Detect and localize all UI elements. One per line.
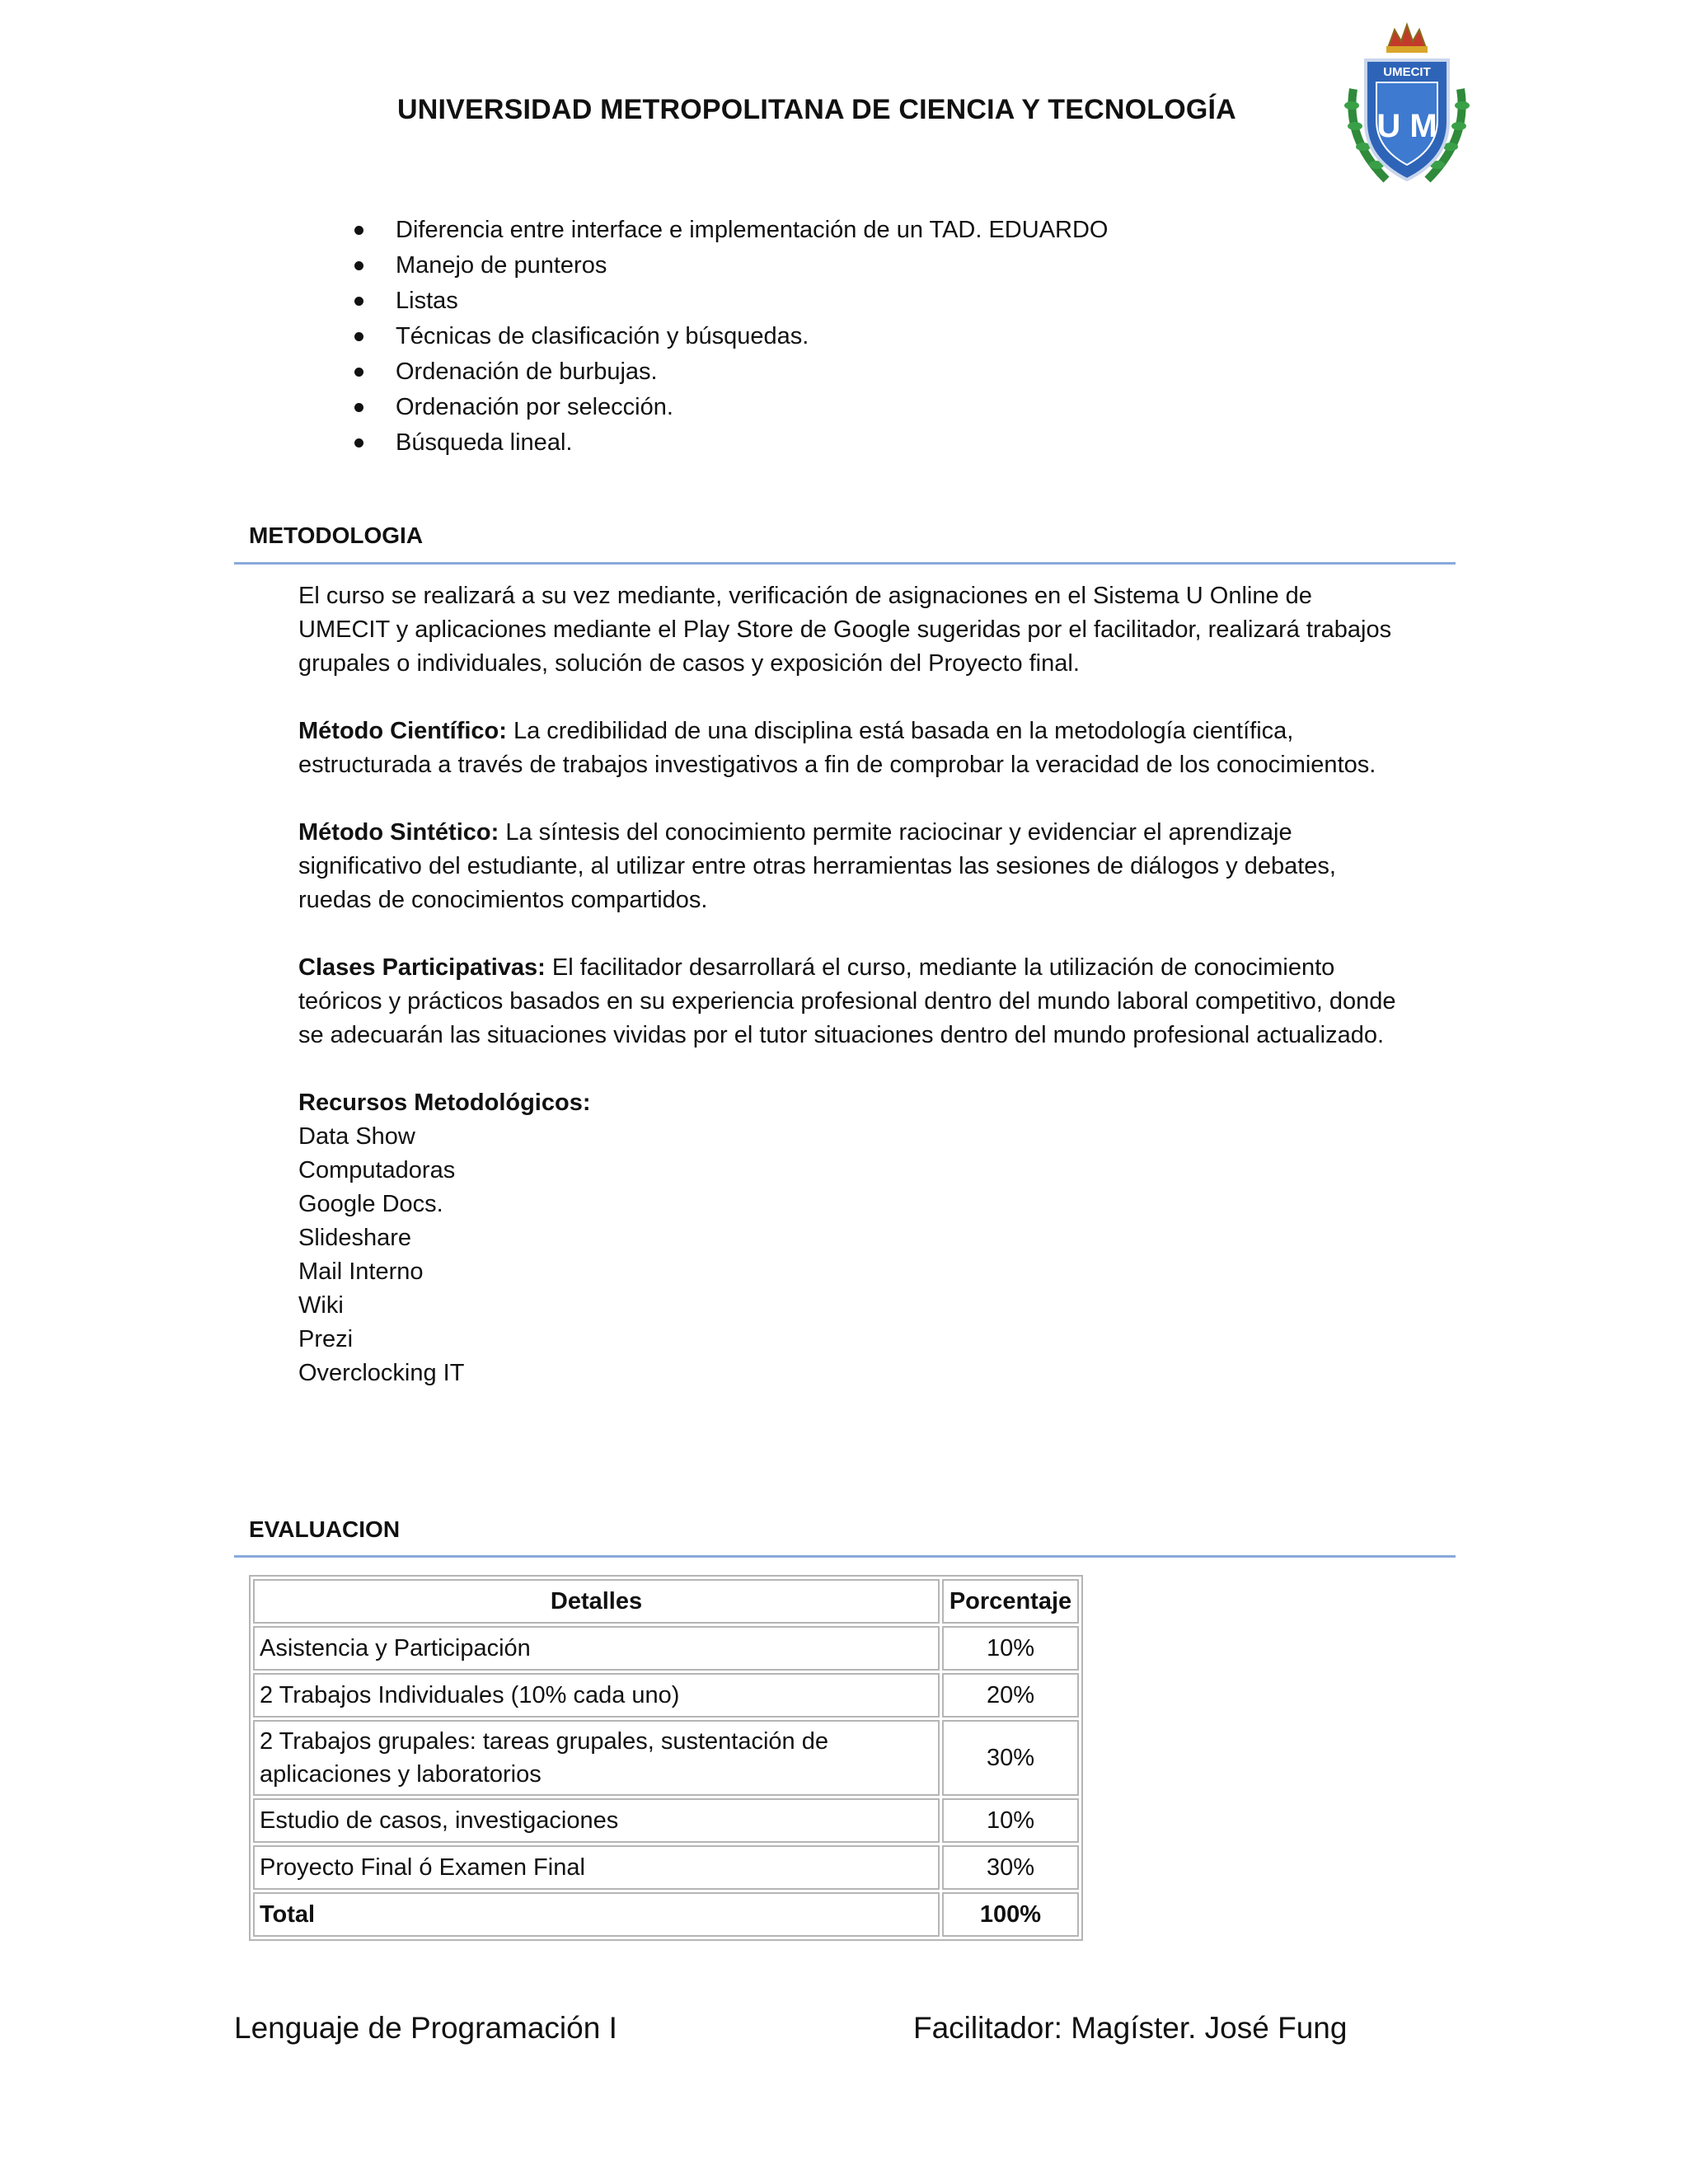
bullet-icon: [354, 261, 363, 270]
table-header-row: [253, 1579, 1079, 1624]
section-divider: [234, 1555, 1456, 1558]
list-item: Slideshare: [298, 1225, 412, 1251]
recursos-heading: Recursos Metodológicos:: [298, 1090, 591, 1116]
percentage-cell: 30%: [942, 1720, 1079, 1796]
bullet-icon: [354, 332, 363, 341]
metodo-sintetico-paragraph: Método Sintético: La síntesis del conocimiento permite raciocinar y evidenciar el aprendizaje significativo del estudiante, al utilizar entre otras herramientas las sesiones de diálogos y debates, ruedas de conocimientos compartidos.: [298, 819, 1336, 913]
table-row: [253, 1673, 1079, 1718]
university-crest-logo: [1337, 15, 1477, 200]
total-value: 100%: [942, 1892, 1079, 1937]
section-divider: [234, 562, 1456, 565]
percentage-cell: 20%: [942, 1673, 1079, 1718]
list-item: Data Show: [298, 1123, 415, 1150]
percentage-cell: 30%: [942, 1845, 1079, 1890]
percentage-cell: 10%: [942, 1626, 1079, 1671]
detail-cell: Proyecto Final ó Examen Final: [253, 1845, 940, 1890]
list-item: Búsqueda lineal.: [354, 425, 1108, 461]
evaluation-table: [249, 1575, 1083, 1941]
detail-cell: Asistencia y Participación: [253, 1626, 940, 1671]
detail-cell: 2 Trabajos Individuales (10% cada uno): [253, 1673, 940, 1718]
metodologia-heading: METODOLOGIA: [249, 523, 424, 548]
column-header-porcentaje: Porcentaje: [942, 1579, 1079, 1624]
list-item: Wiki: [298, 1292, 344, 1319]
bullet-icon: [354, 226, 363, 235]
footer-course-name: Lenguaje de Programación I: [234, 2011, 617, 2045]
list-item: Overclocking IT: [298, 1360, 465, 1386]
detail-cell: Estudio de casos, investigaciones: [253, 1798, 940, 1843]
list-item: Listas: [354, 284, 1108, 319]
footer-facilitator: Facilitador: Magíster. José Fung: [913, 2011, 1348, 2045]
list-item: Manejo de punteros: [354, 248, 1108, 284]
logo-text-top: UMECIT: [1383, 65, 1431, 79]
metodologia-body: [298, 579, 1403, 1390]
evaluacion-heading: EVALUACION: [249, 1516, 401, 1542]
percentage-cell: 10%: [942, 1798, 1079, 1843]
bullet-icon: [354, 368, 363, 377]
table-row: [253, 1845, 1079, 1890]
logo-letters: U M: [1376, 108, 1437, 144]
table-row: [253, 1720, 1079, 1796]
list-item: Google Docs.: [298, 1191, 443, 1217]
column-header-detalles: Detalles: [253, 1579, 940, 1624]
page-header-title: UNIVERSIDAD METROPOLITANA DE CIENCIA Y TECNOLOGÍA: [397, 94, 1236, 125]
list-item: Técnicas de clasificación y búsquedas.: [354, 319, 1108, 354]
list-item: Prezi: [298, 1326, 354, 1352]
recursos-block: [298, 1086, 1403, 1390]
metodologia-intro: El curso se realizará a su vez mediante, verificación de asignaciones en el Sistema U Online de UMECIT y aplicaciones mediante el Play Store de Google sugeridas por el facilitador, realizará trabajos grupales o individuales, solución de casos y exposición del Proyecto final.: [298, 583, 1392, 677]
list-item: Computadoras: [298, 1157, 456, 1183]
bullet-icon: [354, 438, 363, 448]
bullet-icon: [354, 403, 363, 412]
table-row: [253, 1626, 1079, 1671]
table-total-row: [253, 1892, 1079, 1937]
clases-participativas-paragraph: Clases Participativas: El facilitador desarrollará el curso, mediante la utilización de conocimiento teóricos y prácticos basados en su experiencia profesional dentro del mundo laboral competitivo, donde se adecuarán las situaciones vividas por el tutor situaciones dentro del mundo profesional actualizado.: [298, 954, 1396, 1048]
metodo-cientifico-paragraph: Método Científico: La credibilidad de una disciplina está basada en la metodología científica, estructurada a través de trabajos investigativos a fin de comprobar la veracidad de los conocimientos.: [298, 718, 1376, 778]
total-label: Total: [253, 1892, 940, 1937]
list-item: Ordenación de burbujas.: [354, 354, 1108, 390]
topics-list: [354, 213, 1108, 461]
list-item: Mail Interno: [298, 1258, 424, 1285]
recursos-list: [298, 1120, 1403, 1390]
bullet-icon: [354, 297, 363, 306]
table-row: [253, 1798, 1079, 1843]
detail-cell: 2 Trabajos grupales: tareas grupales, sustentación de aplicaciones y laboratorios: [253, 1720, 940, 1796]
list-item: Diferencia entre interface e implementación de un TAD. EDUARDO: [354, 213, 1108, 248]
list-item: Ordenación por selección.: [354, 390, 1108, 425]
